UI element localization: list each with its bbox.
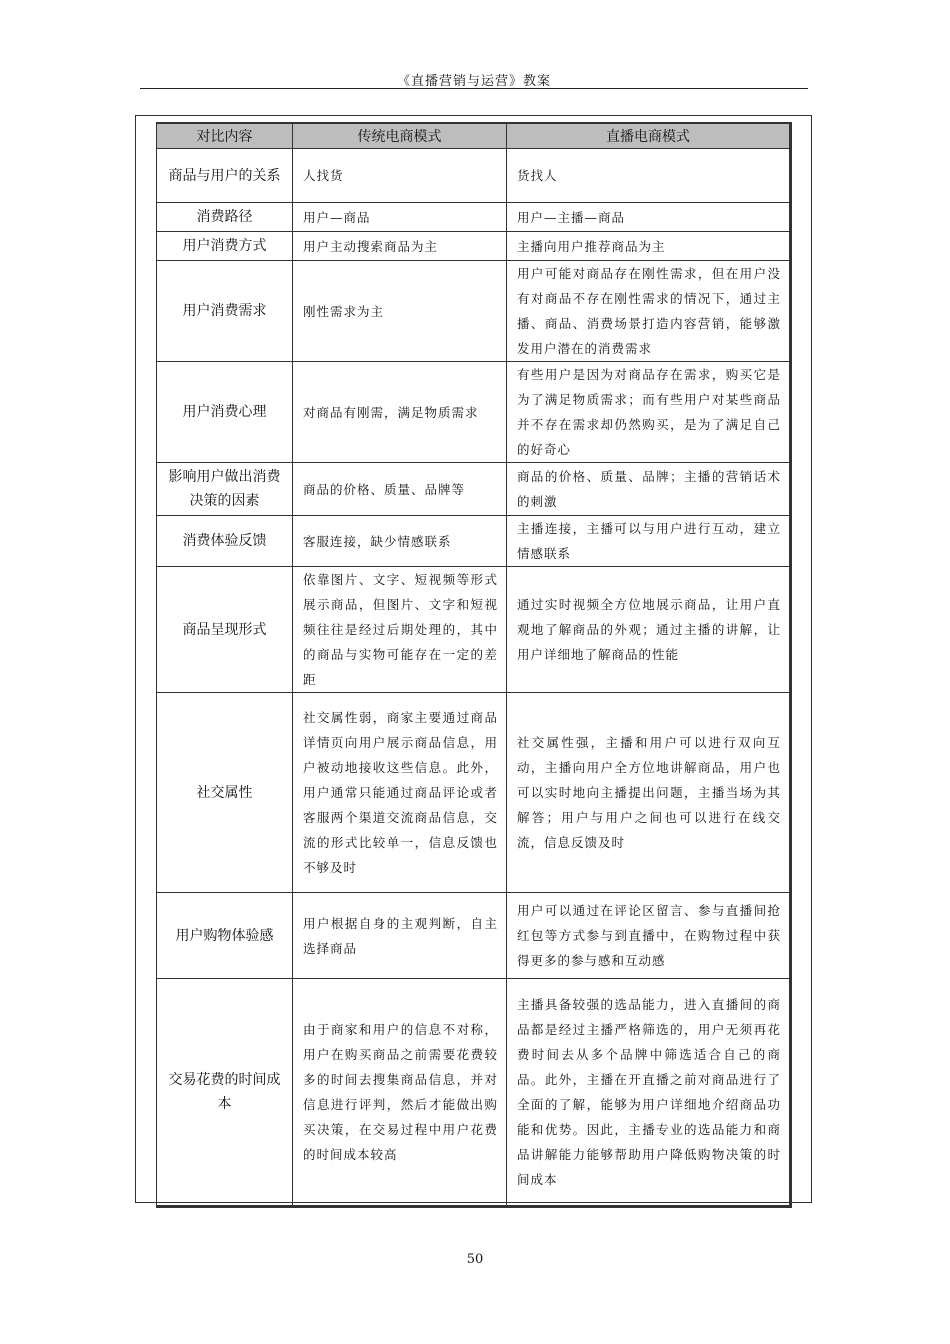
page-header: 《直播营销与运营》教案 (396, 74, 551, 89)
live-cell: 通过实时视频全方位地展示商品，让用户直观地了解商品的外观；通过主播的讲解，让用户详细地了解商品的性能 (507, 567, 791, 693)
column-header: 对比内容 (157, 123, 293, 149)
row-label: 消费路径 (157, 203, 293, 232)
row-label: 用户购物体验感 (157, 893, 293, 979)
traditional-cell: 社交属性弱，商家主要通过商品详情页向用户展示商品信息，用户被动地接收这些信息。此外，用户通常只能通过商品评论或者客服两个渠道交流商品信息，交流的形式比较单一，信息反馈也不够及时 (293, 693, 507, 893)
row-label: 用户消费需求 (157, 261, 293, 362)
traditional-cell: 用户根据自身的主观判断，自主选择商品 (293, 893, 507, 979)
row-label: 商品呈现形式 (157, 567, 293, 693)
traditional-cell: 刚性需求为主 (293, 261, 507, 362)
live-cell: 主播向用户推荐商品为主 (507, 232, 791, 261)
traditional-cell: 由于商家和用户的信息不对称，用户在购买商品之前需要花费较多的时间去搜集商品信息，并对信息进行评判，然后才能做出购买决策，在交易过程中用户花费的时间成本较高 (293, 979, 507, 1207)
live-cell: 有些用户是因为对商品存在需求，购买它是为了满足物质需求；而有些用户对某些商品并不存在需求却仍然购买，是为了满足自己的好奇心 (507, 362, 791, 463)
column-header: 传统电商模式 (293, 123, 507, 149)
traditional-cell: 用户主动搜索商品为主 (293, 232, 507, 261)
traditional-cell: 人找货 (293, 149, 507, 203)
row-label: 社交属性 (157, 693, 293, 893)
table-header-row (157, 123, 791, 149)
row-label: 交易花费的时间成本 (157, 979, 293, 1207)
table-row (157, 362, 791, 463)
row-label: 消费体验反馈 (157, 516, 293, 567)
live-cell: 货找人 (507, 149, 791, 203)
traditional-cell: 用户—商品 (293, 203, 507, 232)
table-row (157, 979, 791, 1207)
table-row (157, 261, 791, 362)
live-cell: 用户可以通过在评论区留言、参与直播间抢红包等方式参与到直播中，在购物过程中获得更多的参与感和互动感 (507, 893, 791, 979)
table-row (157, 693, 791, 893)
comparison-table (156, 122, 792, 1208)
traditional-cell: 客服连接，缺少情感联系 (293, 516, 507, 567)
live-cell: 社交属性强，主播和用户可以进行双向互动，主播向用户全方位地讲解商品，用户也可以实时地向主播提出问题，主播当场为其解答；用户与用户之间也可以进行在线交流，信息反馈及时 (507, 693, 791, 893)
page-number: 50 (466, 1252, 484, 1267)
live-cell: 主播具备较强的选品能力，进入直播间的商品都是经过主播严格筛选的，用户无须再花费时间去从多个品牌中筛选适合自己的商品。此外，主播在开直播之前对商品进行了全面的了解，能够为用户详细地介绍商品功能和优势。因此，主播专业的选品能力和商品讲解能力能够帮助用户降低购物决策的时间成本 (507, 979, 791, 1207)
row-label: 影响用户做出消费决策的因素 (157, 463, 293, 516)
live-cell: 商品的价格、质量、品牌；主播的营销话术的刺激 (507, 463, 791, 516)
row-label: 商品与用户的关系 (157, 149, 293, 203)
traditional-cell: 对商品有刚需，满足物质需求 (293, 362, 507, 463)
table-row (157, 463, 791, 516)
column-header: 直播电商模式 (507, 123, 791, 149)
row-label: 用户消费心理 (157, 362, 293, 463)
live-cell: 主播连接，主播可以与用户进行互动，建立情感联系 (507, 516, 791, 567)
table-row (157, 567, 791, 693)
live-cell: 用户可能对商品存在刚性需求，但在用户没有对商品不存在刚性需求的情况下，通过主播、商品、消费场景打造内容营销，能够激发用户潜在的消费需求 (507, 261, 791, 362)
header-rule (140, 88, 808, 89)
table-row (157, 203, 791, 232)
traditional-cell: 商品的价格、质量、品牌等 (293, 463, 507, 516)
table-row (157, 893, 791, 979)
row-label: 用户消费方式 (157, 232, 293, 261)
live-cell: 用户—主播—商品 (507, 203, 791, 232)
table-row (157, 149, 791, 203)
traditional-cell: 依靠图片、文字、短视频等形式展示商品，但图片、文字和短视频往往是经过后期处理的，其中的商品与实物可能存在一定的差距 (293, 567, 507, 693)
table-row (157, 232, 791, 261)
table-row (157, 516, 791, 567)
